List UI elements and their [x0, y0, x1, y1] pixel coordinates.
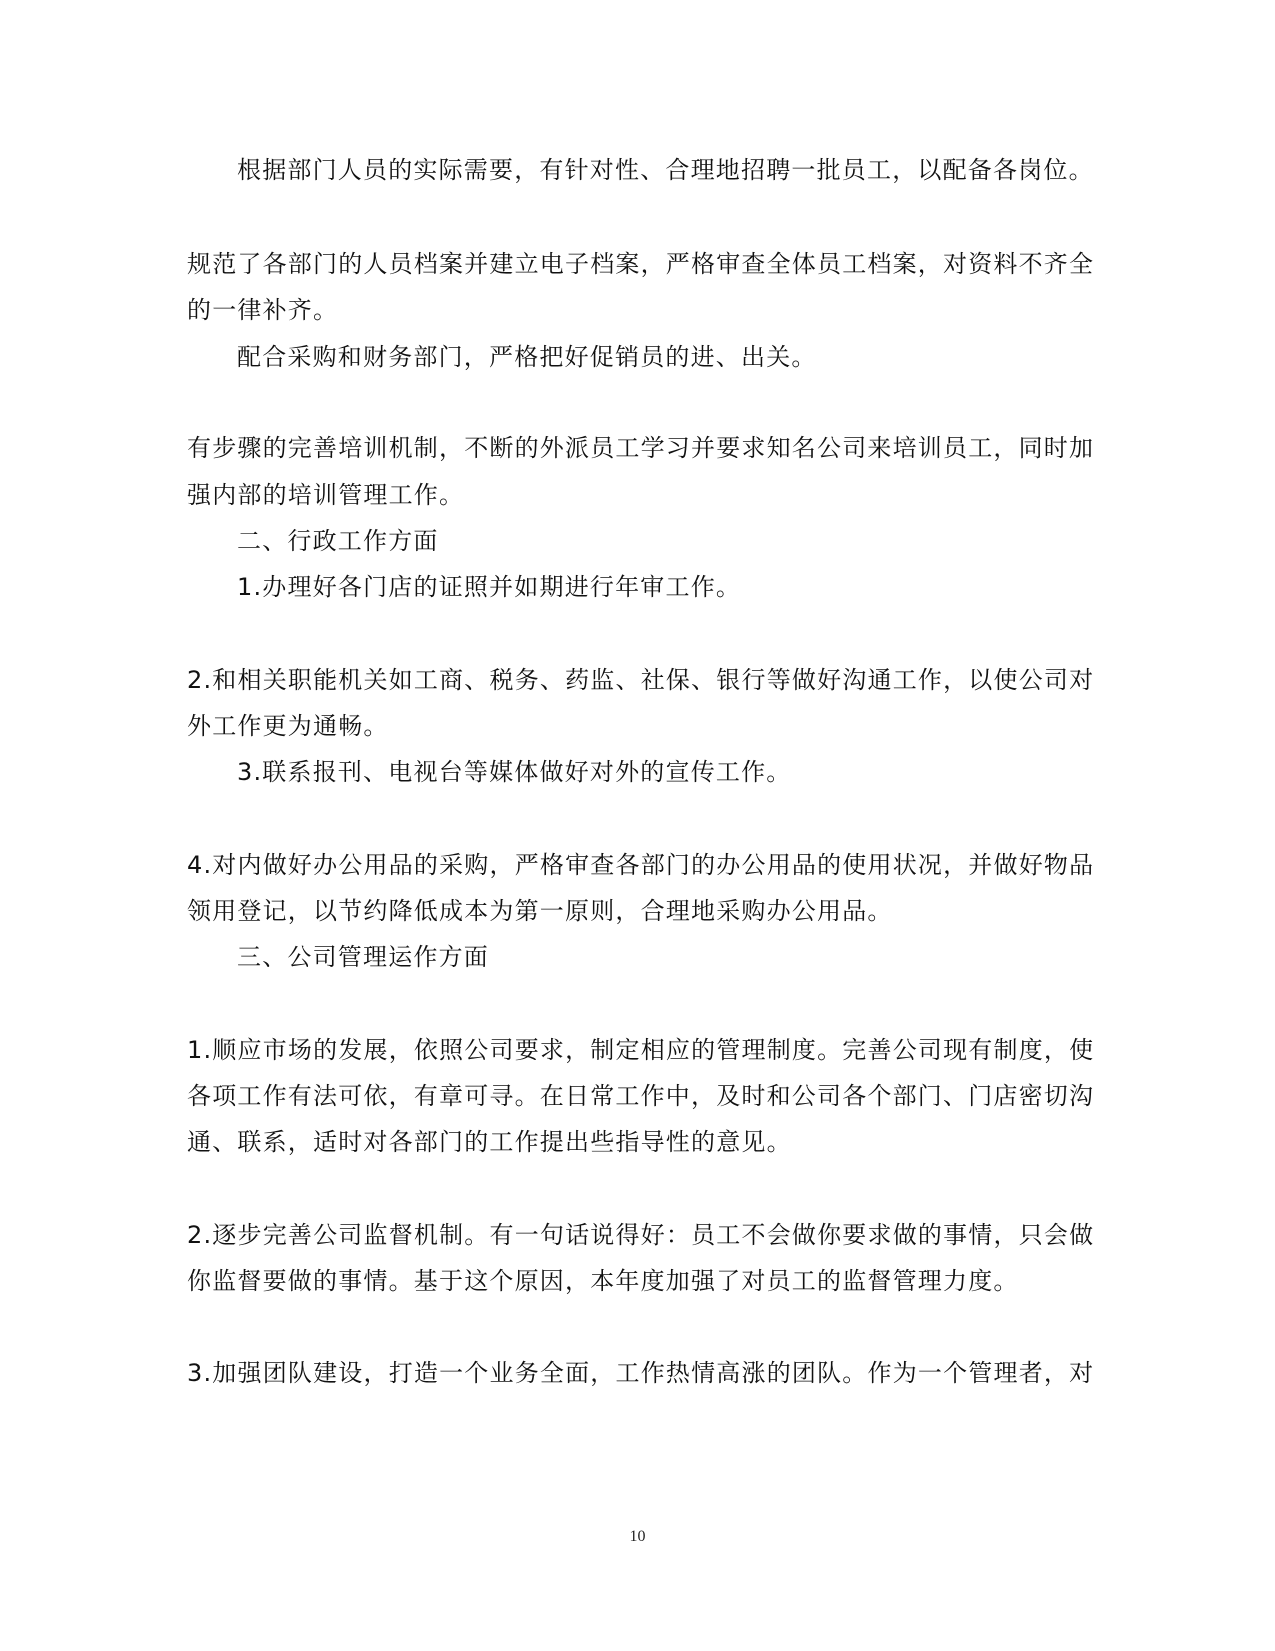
text-line-9: 2.和相关职能机关如工商、税务、药监、社保、银行等做好沟通工作，以使公司对 — [187, 666, 1095, 694]
text-line-4: 配合采购和财务部门，严格把好促销员的进、出关。 — [237, 343, 817, 371]
text-line-17: 通、联系，适时对各部门的工作提出些指导性的意见。 — [187, 1128, 792, 1156]
text-line-2: 规范了各部门的人员档案并建立电子档案，严格审查全体员工档案，对资料不齐全 — [187, 250, 1095, 278]
text-line-13: 领用登记，以节约降低成本为第一原则，合理地采购办公用品。 — [187, 897, 893, 925]
text-line-10: 外工作更为通畅。 — [187, 712, 389, 740]
text-line-3: 的一律补齐。 — [187, 296, 339, 324]
text-line-5: 有步骤的完善培训机制，不断的外派员工学习并要求知名公司来培训员工，同时加 — [187, 434, 1095, 462]
section-heading-3: 三、公司管理运作方面 — [237, 943, 489, 971]
text-line-6: 强内部的培训管理工作。 — [187, 481, 465, 509]
text-line-16: 各项工作有法可依，有章可寻。在日常工作中，及时和公司各个部门、门店密切沟 — [187, 1082, 1095, 1110]
text-line-15: 1.顺应市场的发展，依照公司要求，制定相应的管理制度。完善公司现有制度，使 — [187, 1036, 1095, 1064]
text-line-8: 1.办理好各门店的证照并如期进行年审工作。 — [237, 573, 742, 601]
text-line-18: 2.逐步完善公司监督机制。有一句话说得好：员工不会做你要求做的事情，只会做 — [187, 1221, 1095, 1249]
text-line-20: 3.加强团队建设，打造一个业务全面，工作热情高涨的团队。作为一个管理者，对 — [187, 1359, 1095, 1387]
page-number: 10 — [629, 1528, 646, 1545]
text-line-12: 4.对内做好办公用品的采购，严格审查各部门的办公用品的使用状况，并做好物品 — [187, 851, 1095, 879]
text-line-19: 你监督要做的事情。基于这个原因，本年度加强了对员工的监督管理力度。 — [187, 1267, 1019, 1295]
section-heading-2: 二、行政工作方面 — [237, 527, 439, 555]
text-line-1: 根据部门人员的实际需要，有针对性、合理地招聘一批员工，以配备各岗位。 — [237, 156, 1094, 184]
text-line-11: 3.联系报刊、电视台等媒体做好对外的宣传工作。 — [237, 758, 792, 786]
